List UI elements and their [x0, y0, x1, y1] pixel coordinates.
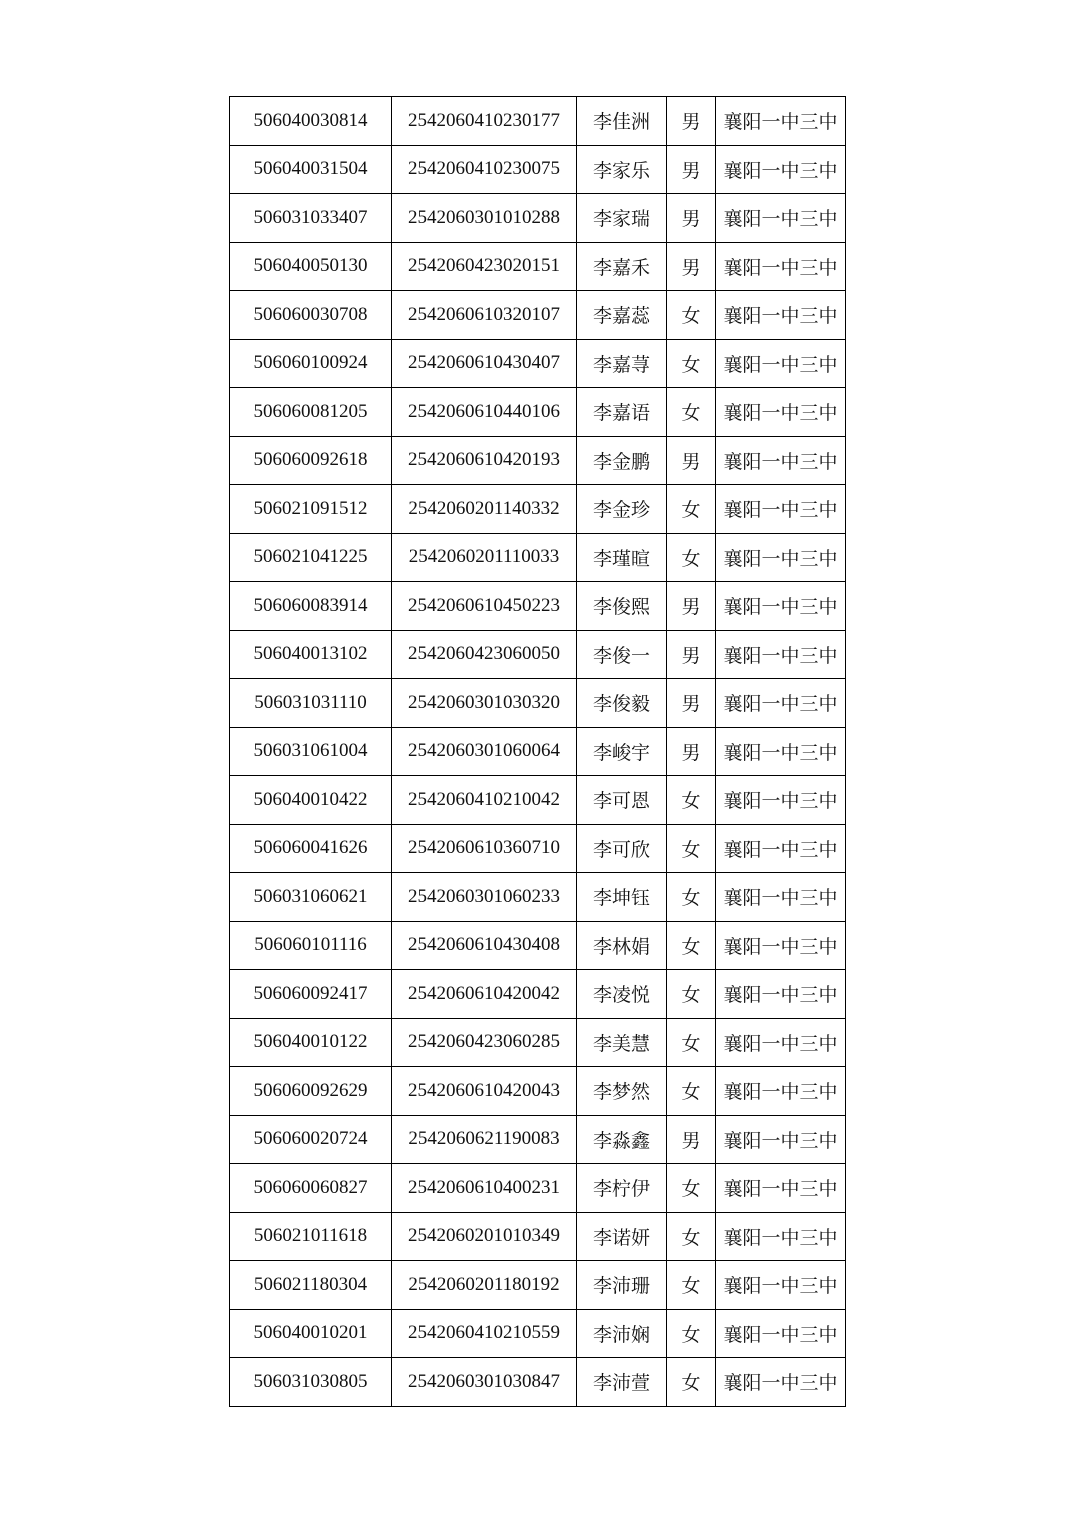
- exam-number-cell: 506060030708: [230, 291, 392, 340]
- table-row: [230, 727, 846, 776]
- school-cell: 襄阳一中三中: [716, 679, 846, 728]
- gender-cell: 男: [667, 1115, 716, 1164]
- name-cell: 李梦然: [577, 1067, 667, 1116]
- school-cell: 襄阳一中三中: [716, 727, 846, 776]
- school-cell: 襄阳一中三中: [716, 485, 846, 534]
- gender-cell: 男: [667, 727, 716, 776]
- gender-cell: 男: [667, 194, 716, 243]
- school-cell: 襄阳一中三中: [716, 970, 846, 1019]
- id-number-cell: 2542060410230075: [392, 145, 577, 194]
- table-row: [230, 194, 846, 243]
- table-row: [230, 776, 846, 825]
- table-row: [230, 1067, 846, 1116]
- table-row: [230, 97, 846, 146]
- exam-number-cell: 506040050130: [230, 242, 392, 291]
- school-cell: 襄阳一中三中: [716, 1309, 846, 1358]
- table-row: [230, 145, 846, 194]
- gender-cell: 男: [667, 679, 716, 728]
- school-cell: 襄阳一中三中: [716, 533, 846, 582]
- table-row: [230, 1212, 846, 1261]
- table-row: [230, 388, 846, 437]
- table-row: [230, 1309, 846, 1358]
- school-cell: 襄阳一中三中: [716, 1261, 846, 1310]
- gender-cell: 女: [667, 921, 716, 970]
- table-row: [230, 1164, 846, 1213]
- gender-cell: 男: [667, 630, 716, 679]
- table-row: [230, 485, 846, 534]
- id-number-cell: 2542060610430408: [392, 921, 577, 970]
- gender-cell: 女: [667, 485, 716, 534]
- school-cell: 襄阳一中三中: [716, 1018, 846, 1067]
- exam-number-cell: 506031061004: [230, 727, 392, 776]
- school-cell: 襄阳一中三中: [716, 97, 846, 146]
- name-cell: 李沛娴: [577, 1309, 667, 1358]
- id-number-cell: 2542060423060285: [392, 1018, 577, 1067]
- id-number-cell: 2542060423060050: [392, 630, 577, 679]
- school-cell: 襄阳一中三中: [716, 776, 846, 825]
- id-number-cell: 2542060621190083: [392, 1115, 577, 1164]
- school-cell: 襄阳一中三中: [716, 436, 846, 485]
- table-row: [230, 630, 846, 679]
- id-number-cell: 2542060301030320: [392, 679, 577, 728]
- name-cell: 李金鹏: [577, 436, 667, 485]
- exam-number-cell: 506031030805: [230, 1358, 392, 1407]
- name-cell: 李金珍: [577, 485, 667, 534]
- gender-cell: 女: [667, 1212, 716, 1261]
- school-cell: 襄阳一中三中: [716, 873, 846, 922]
- name-cell: 李沛珊: [577, 1261, 667, 1310]
- table-row: [230, 436, 846, 485]
- gender-cell: 女: [667, 1358, 716, 1407]
- name-cell: 李沛萱: [577, 1358, 667, 1407]
- name-cell: 李佳洲: [577, 97, 667, 146]
- name-cell: 李淼鑫: [577, 1115, 667, 1164]
- school-cell: 襄阳一中三中: [716, 194, 846, 243]
- gender-cell: 男: [667, 242, 716, 291]
- table-row: [230, 1115, 846, 1164]
- name-cell: 李诺妍: [577, 1212, 667, 1261]
- school-cell: 襄阳一中三中: [716, 145, 846, 194]
- id-number-cell: 2542060610420042: [392, 970, 577, 1019]
- name-cell: 李嘉语: [577, 388, 667, 437]
- exam-number-cell: 506060083914: [230, 582, 392, 631]
- gender-cell: 女: [667, 824, 716, 873]
- table-row: [230, 291, 846, 340]
- table-row: [230, 582, 846, 631]
- name-cell: 李嘉荨: [577, 339, 667, 388]
- id-number-cell: 2542060301030847: [392, 1358, 577, 1407]
- school-cell: 襄阳一中三中: [716, 1115, 846, 1164]
- id-number-cell: 2542060610400231: [392, 1164, 577, 1213]
- table-row: [230, 679, 846, 728]
- id-number-cell: 2542060610420043: [392, 1067, 577, 1116]
- id-number-cell: 2542060201140332: [392, 485, 577, 534]
- name-cell: 李美慧: [577, 1018, 667, 1067]
- student-table: [229, 96, 846, 1407]
- name-cell: 李坤钰: [577, 873, 667, 922]
- exam-number-cell: 506021180304: [230, 1261, 392, 1310]
- table-row: [230, 533, 846, 582]
- id-number-cell: 2542060201110033: [392, 533, 577, 582]
- gender-cell: 女: [667, 388, 716, 437]
- name-cell: 李俊一: [577, 630, 667, 679]
- gender-cell: 女: [667, 339, 716, 388]
- school-cell: 襄阳一中三中: [716, 1212, 846, 1261]
- table-row: [230, 1018, 846, 1067]
- school-cell: 襄阳一中三中: [716, 291, 846, 340]
- id-number-cell: 2542060301060233: [392, 873, 577, 922]
- exam-number-cell: 506031060621: [230, 873, 392, 922]
- table-row: [230, 873, 846, 922]
- exam-number-cell: 506040031504: [230, 145, 392, 194]
- exam-number-cell: 506021011618: [230, 1212, 392, 1261]
- gender-cell: 男: [667, 582, 716, 631]
- gender-cell: 女: [667, 1018, 716, 1067]
- id-number-cell: 2542060201180192: [392, 1261, 577, 1310]
- gender-cell: 女: [667, 1261, 716, 1310]
- table-row: [230, 824, 846, 873]
- school-cell: 襄阳一中三中: [716, 824, 846, 873]
- school-cell: 襄阳一中三中: [716, 1067, 846, 1116]
- exam-number-cell: 506060041626: [230, 824, 392, 873]
- name-cell: 李瑾暄: [577, 533, 667, 582]
- exam-number-cell: 506060060827: [230, 1164, 392, 1213]
- name-cell: 李柠伊: [577, 1164, 667, 1213]
- table-body: [230, 97, 846, 1407]
- id-number-cell: 2542060610450223: [392, 582, 577, 631]
- name-cell: 李俊熙: [577, 582, 667, 631]
- exam-number-cell: 506040010422: [230, 776, 392, 825]
- student-list: [229, 96, 845, 1407]
- id-number-cell: 2542060410230177: [392, 97, 577, 146]
- id-number-cell: 2542060610440106: [392, 388, 577, 437]
- name-cell: 李俊毅: [577, 679, 667, 728]
- name-cell: 李家乐: [577, 145, 667, 194]
- school-cell: 襄阳一中三中: [716, 388, 846, 437]
- id-number-cell: 2542060610430407: [392, 339, 577, 388]
- table-row: [230, 970, 846, 1019]
- school-cell: 襄阳一中三中: [716, 242, 846, 291]
- name-cell: 李家瑞: [577, 194, 667, 243]
- id-number-cell: 2542060410210559: [392, 1309, 577, 1358]
- exam-number-cell: 506060020724: [230, 1115, 392, 1164]
- table-row: [230, 1358, 846, 1407]
- name-cell: 李可恩: [577, 776, 667, 825]
- table-row: [230, 921, 846, 970]
- school-cell: 襄阳一中三中: [716, 1164, 846, 1213]
- name-cell: 李可欣: [577, 824, 667, 873]
- gender-cell: 女: [667, 776, 716, 825]
- gender-cell: 女: [667, 1164, 716, 1213]
- gender-cell: 男: [667, 436, 716, 485]
- name-cell: 李凌悦: [577, 970, 667, 1019]
- exam-number-cell: 506060101116: [230, 921, 392, 970]
- name-cell: 李嘉蕊: [577, 291, 667, 340]
- school-cell: 襄阳一中三中: [716, 339, 846, 388]
- gender-cell: 女: [667, 1309, 716, 1358]
- exam-number-cell: 506021091512: [230, 485, 392, 534]
- name-cell: 李林娟: [577, 921, 667, 970]
- school-cell: 襄阳一中三中: [716, 630, 846, 679]
- exam-number-cell: 506060092629: [230, 1067, 392, 1116]
- exam-number-cell: 506040010201: [230, 1309, 392, 1358]
- exam-number-cell: 506040013102: [230, 630, 392, 679]
- exam-number-cell: 506040030814: [230, 97, 392, 146]
- gender-cell: 女: [667, 970, 716, 1019]
- gender-cell: 男: [667, 145, 716, 194]
- exam-number-cell: 506040010122: [230, 1018, 392, 1067]
- exam-number-cell: 506060081205: [230, 388, 392, 437]
- gender-cell: 女: [667, 1067, 716, 1116]
- id-number-cell: 2542060301060064: [392, 727, 577, 776]
- exam-number-cell: 506021041225: [230, 533, 392, 582]
- id-number-cell: 2542060201010349: [392, 1212, 577, 1261]
- school-cell: 襄阳一中三中: [716, 921, 846, 970]
- gender-cell: 女: [667, 533, 716, 582]
- gender-cell: 男: [667, 97, 716, 146]
- table-row: [230, 1261, 846, 1310]
- exam-number-cell: 506060092618: [230, 436, 392, 485]
- exam-number-cell: 506031031110: [230, 679, 392, 728]
- id-number-cell: 2542060610360710: [392, 824, 577, 873]
- id-number-cell: 2542060610320107: [392, 291, 577, 340]
- id-number-cell: 2542060301010288: [392, 194, 577, 243]
- gender-cell: 女: [667, 873, 716, 922]
- gender-cell: 女: [667, 291, 716, 340]
- exam-number-cell: 506031033407: [230, 194, 392, 243]
- table-row: [230, 339, 846, 388]
- id-number-cell: 2542060610420193: [392, 436, 577, 485]
- exam-number-cell: 506060100924: [230, 339, 392, 388]
- table-row: [230, 242, 846, 291]
- name-cell: 李嘉禾: [577, 242, 667, 291]
- id-number-cell: 2542060423020151: [392, 242, 577, 291]
- id-number-cell: 2542060410210042: [392, 776, 577, 825]
- school-cell: 襄阳一中三中: [716, 1358, 846, 1407]
- name-cell: 李峻宇: [577, 727, 667, 776]
- exam-number-cell: 506060092417: [230, 970, 392, 1019]
- school-cell: 襄阳一中三中: [716, 582, 846, 631]
